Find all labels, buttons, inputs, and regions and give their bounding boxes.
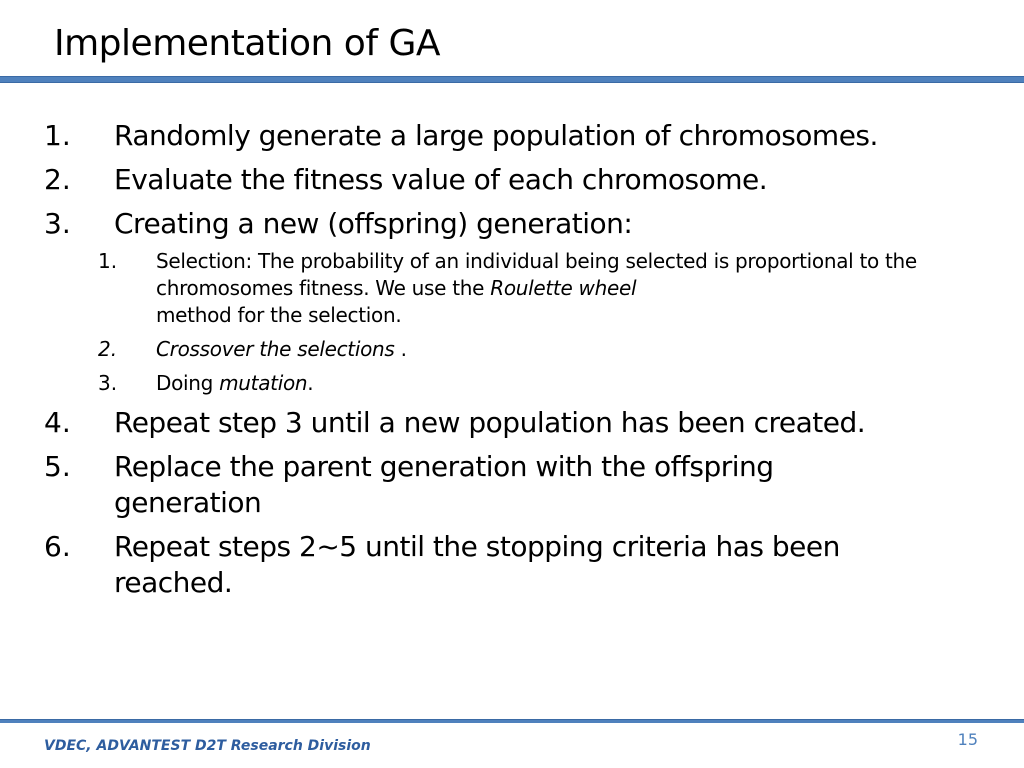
step-text: Evaluate the fitness value of each chromosome. xyxy=(114,163,768,196)
step-text: Repeat steps 2~5 until the stopping criteria has been xyxy=(114,530,840,563)
step-number: 4. xyxy=(44,406,71,439)
sub-step-number: 3. xyxy=(98,371,118,395)
sub-step-text-plain: Selection: The probability of an individual being selected is proportional to the chromosomes fitness. We use the xyxy=(156,249,917,300)
step-number: 6. xyxy=(44,530,71,563)
sub-step-text xyxy=(156,336,976,363)
step-number: 2. xyxy=(44,163,71,196)
sub-step-text-italic: Roulette wheel xyxy=(490,276,637,300)
step-number: 3. xyxy=(44,207,71,240)
step-text: Creating a new (offspring) generation: xyxy=(114,207,633,240)
step-number: 1. xyxy=(44,119,71,152)
list-item-step-1 xyxy=(0,118,1024,154)
sub-step-text-italic: Crossover the selections xyxy=(156,337,395,361)
step-number: 5. xyxy=(44,450,71,483)
sub-step-text-plain: method for the selection. xyxy=(156,303,402,327)
title-divider xyxy=(0,76,1024,83)
sub-step-text-plain: Doing xyxy=(156,371,220,395)
sub-step-text-plain: . xyxy=(394,337,407,361)
list-item-step-4 xyxy=(0,405,1024,441)
step-text-continued: generation xyxy=(114,486,262,519)
sub-step-text-italic: mutation xyxy=(219,371,308,395)
list-item-step-2 xyxy=(0,162,1024,198)
step-text: Repeat step 3 until a new population has been created. xyxy=(114,406,866,439)
sub-step-number: 1. xyxy=(98,249,118,273)
sub-step-text xyxy=(156,248,976,329)
step-text: Randomly generate a large population of chromosomes. xyxy=(114,119,878,152)
slide-content xyxy=(0,118,1024,609)
sub-step-text xyxy=(156,370,976,397)
sub-step-text-plain: . xyxy=(307,371,314,395)
footer-divider xyxy=(0,719,1024,723)
sub-step-number: 2. xyxy=(98,337,118,361)
step-text: Replace the parent generation with the offspring xyxy=(114,450,774,483)
list-item-step-3 xyxy=(0,206,1024,242)
slide-title: Implementation of GA xyxy=(54,23,440,64)
footer-organization: VDEC, ADVANTEST D2T Research Division xyxy=(44,738,371,754)
sub-step-list xyxy=(0,248,1024,397)
sub-step-mutation xyxy=(0,370,1024,397)
sub-step-selection xyxy=(0,248,1024,329)
page-number: 15 xyxy=(957,730,978,749)
list-item-step-5 xyxy=(0,449,1024,521)
sub-step-crossover xyxy=(0,336,1024,363)
list-item-step-6 xyxy=(0,529,1024,601)
step-text-continued: reached. xyxy=(114,566,233,599)
